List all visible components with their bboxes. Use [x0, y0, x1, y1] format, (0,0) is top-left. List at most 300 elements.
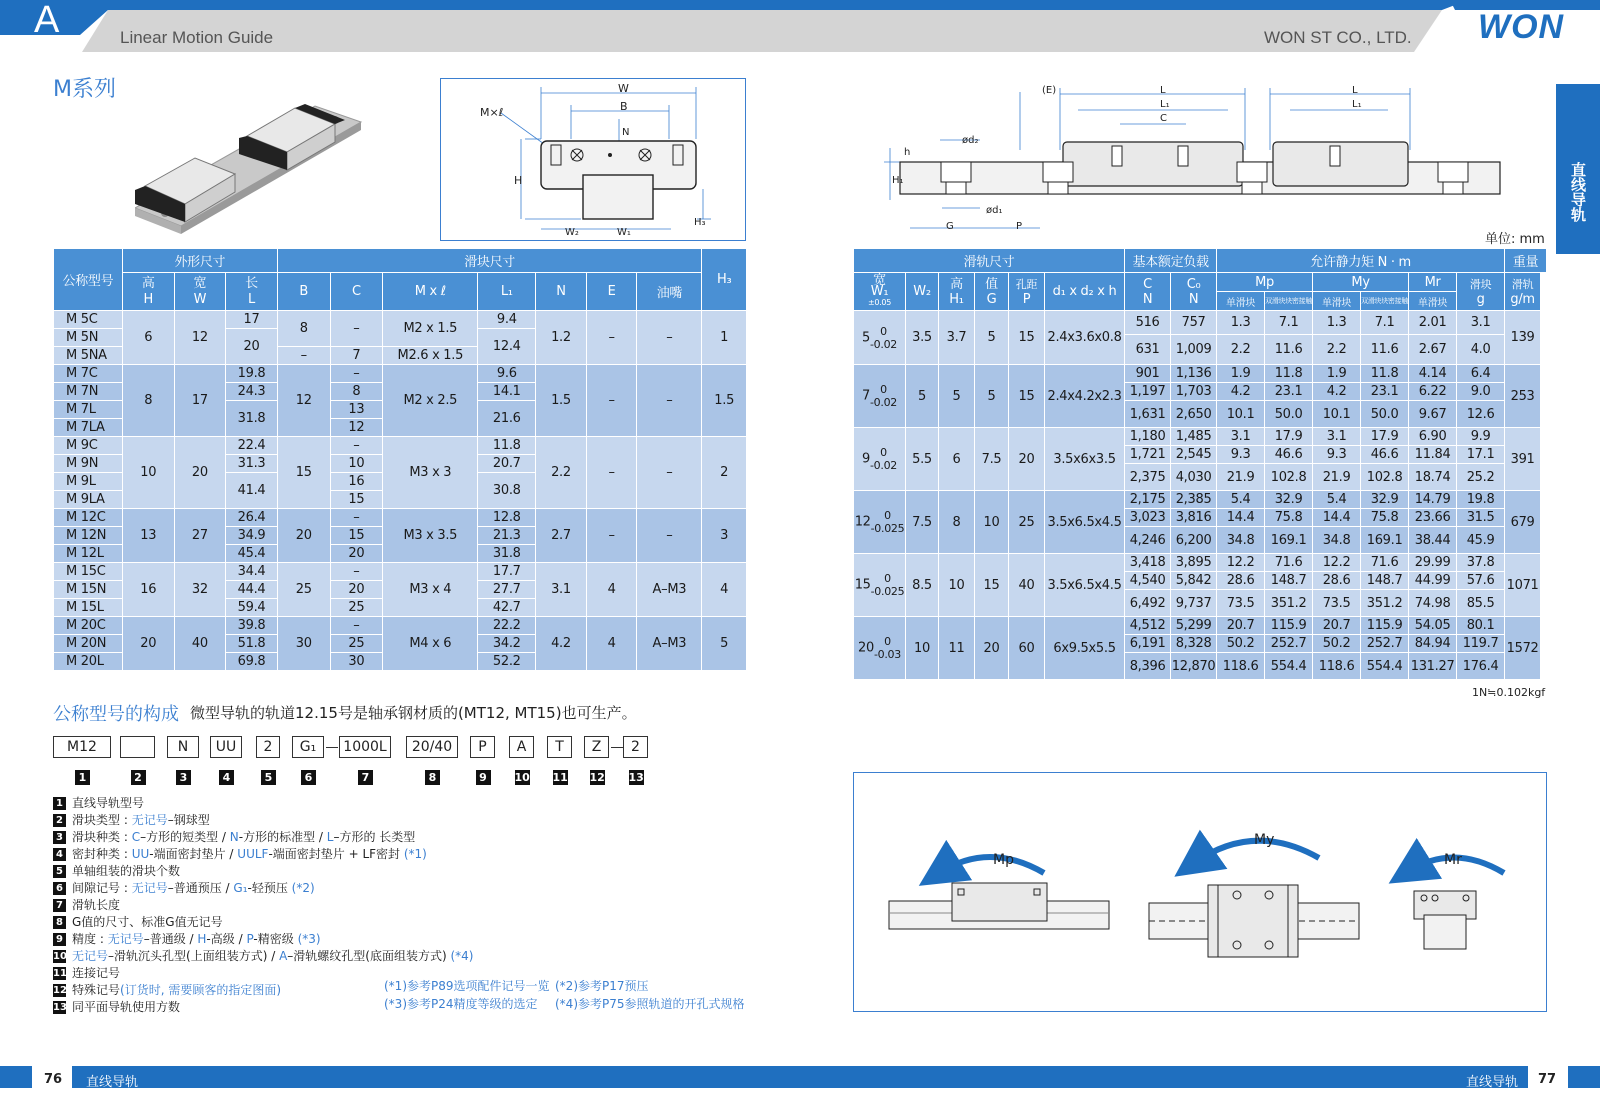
ref-2: (*2)参考P17预压 — [555, 979, 649, 993]
code-box — [120, 736, 155, 758]
th-Mr-single: 单滑块 — [1409, 292, 1457, 311]
C0-cell: 5,842 — [1171, 572, 1217, 590]
G-cell: 10 — [975, 491, 1009, 554]
block-weight-cell: 80.1 — [1457, 617, 1505, 635]
C-cell: 6,492 — [1125, 590, 1171, 617]
G-cell: 5 — [975, 365, 1009, 428]
My-double-cell: 7.1 — [1361, 311, 1409, 335]
C-cell: 1,197 — [1125, 383, 1171, 401]
W1-value: 9 — [862, 451, 870, 467]
th-d: d₁ x d₂ x h — [1045, 273, 1125, 311]
dim-W2: W₂ — [565, 227, 579, 238]
rdim-E: (E) — [1042, 85, 1057, 96]
block-weight-cell: 37.8 — [1457, 554, 1505, 572]
L1-cell: 9.6 — [478, 365, 536, 383]
d-cell: 3.5x6x3.5 — [1045, 428, 1125, 491]
C-cell: 12 — [330, 419, 383, 437]
H1-cell: 10 — [939, 554, 975, 617]
My-single-cell: 34.8 — [1313, 527, 1361, 554]
Mr-cell: 6.90 — [1409, 428, 1457, 446]
Mr-cell: 11.84 — [1409, 446, 1457, 464]
d-cell: 2.4x3.6x0.8 — [1045, 311, 1125, 365]
My-double-cell: 32.9 — [1361, 491, 1409, 509]
d-cell: 3.5x6.5x4.5 — [1045, 491, 1125, 554]
H1-cell: 3.7 — [939, 311, 975, 365]
legend-item — [53, 795, 144, 812]
C0-cell: 12,870 — [1171, 653, 1217, 680]
Mp-single-cell: 9.3 — [1217, 446, 1265, 464]
W1-tolerance: 0 -0.02 — [870, 446, 897, 472]
H-cell: 20 — [122, 617, 174, 671]
P-cell: 20 — [1009, 428, 1045, 491]
legend-number: 13 — [53, 1002, 67, 1013]
C0-cell: 2,545 — [1171, 446, 1217, 464]
legend-item — [53, 965, 120, 982]
legend-number: 12 — [53, 985, 67, 996]
legend-text: 无记号 — [131, 813, 168, 827]
L-cell: 44.4 — [226, 581, 278, 599]
C-cell: 10 — [330, 455, 383, 473]
Mp-double-cell: 351.2 — [1265, 590, 1313, 617]
Mp-double-cell: 148.7 — [1265, 572, 1313, 590]
L-cell: 19.8 — [226, 365, 278, 383]
Mr-cell: 2.67 — [1409, 335, 1457, 365]
legend-text: –方形的短类型 / — [140, 830, 230, 844]
legend-text: -端面密封垫片 + LF密封 — [268, 847, 404, 861]
legend-text: H — [197, 932, 207, 946]
Mp-single-cell: 5.4 — [1217, 491, 1265, 509]
H-cell: 6 — [122, 311, 174, 365]
legend-number: 2 — [53, 814, 66, 827]
L-cell: 17 — [226, 311, 278, 329]
model-cell: M 9N — [54, 455, 123, 473]
Mr-cell: 14.79 — [1409, 491, 1457, 509]
H-cell: 16 — [122, 563, 174, 617]
th-L: 长 L — [226, 273, 278, 311]
th-W2: W₂ — [906, 273, 939, 311]
block-weight-cell: 9.9 — [1457, 428, 1505, 446]
Mp-double-cell: 32.9 — [1265, 491, 1313, 509]
C-cell: 15 — [330, 527, 383, 545]
th-L1: L₁ — [478, 273, 536, 311]
th-outer: 外形尺寸 — [122, 249, 277, 273]
oil-cell: A–M3 — [637, 563, 702, 617]
th-rail: 滑轨尺寸 — [854, 249, 1125, 273]
L-cell: 20 — [226, 329, 278, 365]
C-cell: 631 — [1125, 335, 1171, 365]
My-double-cell: 11.8 — [1361, 365, 1409, 383]
legend-text: –滑轨螺纹孔型(底面组装方式) — [287, 949, 451, 963]
label-Mp: Mp — [993, 852, 1014, 868]
C-cell: 13 — [330, 401, 383, 419]
model-cell: M 7N — [54, 383, 123, 401]
My-double-cell: 169.1 — [1361, 527, 1409, 554]
code-box: N — [167, 736, 199, 758]
L-cell: 51.8 — [226, 635, 278, 653]
legend-item — [53, 863, 180, 880]
Mp-double-cell: 11.8 — [1265, 365, 1313, 383]
legend-text: UU — [131, 847, 150, 861]
legend-text: N — [229, 830, 239, 844]
code-number: 3 — [176, 770, 191, 785]
L-cell: 34.4 — [226, 563, 278, 581]
legend-text: 间隙记号 : — [72, 881, 132, 895]
C0-cell: 9,737 — [1171, 590, 1217, 617]
My-single-cell: 14.4 — [1313, 509, 1361, 527]
rdim-d1: ød₁ — [986, 205, 1003, 216]
block-weight-cell: 17.1 — [1457, 446, 1505, 464]
legend-text: -轻预压 — [247, 881, 292, 895]
th-My: My — [1313, 273, 1409, 292]
legend-text: –普通预压 / — [167, 881, 234, 895]
legend-item — [53, 880, 315, 897]
Mp-double-cell: 71.6 — [1265, 554, 1313, 572]
My-double-cell: 11.6 — [1361, 335, 1409, 365]
th-My-single: 单滑块 — [1313, 292, 1361, 311]
code-number: 8 — [425, 770, 440, 785]
th-Mr: Mr — [1409, 273, 1457, 292]
code-box: T — [547, 736, 572, 758]
My-single-cell: 28.6 — [1313, 572, 1361, 590]
legend-item — [53, 812, 210, 829]
C-cell: 4,246 — [1125, 527, 1171, 554]
Mr-cell: 74.98 — [1409, 590, 1457, 617]
legend-item — [53, 829, 415, 846]
H3-cell: 1 — [702, 311, 747, 365]
rail-weight-cell: 253 — [1505, 365, 1541, 428]
Mp-double-cell: 17.9 — [1265, 428, 1313, 446]
My-single-cell: 2.2 — [1313, 335, 1361, 365]
block-weight-cell: 176.4 — [1457, 653, 1505, 680]
H1-cell: 8 — [939, 491, 975, 554]
C0-cell: 1,703 — [1171, 383, 1217, 401]
C-cell: 1,180 — [1125, 428, 1171, 446]
page-number-right: 77 — [1538, 1072, 1557, 1087]
W1-value: 20 — [858, 640, 874, 656]
right-spec-table — [853, 248, 1547, 680]
E-cell: – — [586, 311, 637, 365]
model-cell: M 5NA — [54, 347, 123, 365]
My-single-cell: 50.2 — [1313, 635, 1361, 653]
L1-cell: 21.3 — [478, 527, 536, 545]
legend-text: 滑块类型 : — [72, 813, 132, 827]
legend-text: (订货时, 需要顾客的指定图面) — [120, 983, 282, 997]
code-box: 2 — [623, 736, 648, 758]
C0-cell: 2,650 — [1171, 401, 1217, 428]
C-cell: 6,191 — [1125, 635, 1171, 653]
d-cell: 2.4x4.2x2.3 — [1045, 365, 1125, 428]
H-cell: 10 — [122, 437, 174, 509]
C0-cell: 1,009 — [1171, 335, 1217, 365]
model-cell: M 5C — [54, 311, 123, 329]
code-number: 10 — [514, 771, 530, 784]
C0-cell: 757 — [1171, 311, 1217, 335]
W1-cell — [854, 617, 906, 680]
th-P: 孔距 P — [1009, 273, 1045, 311]
th-rail-wt: 滑轨 g/m — [1505, 273, 1541, 311]
rdim-L-a: L — [1160, 85, 1166, 96]
Mr-cell: 4.14 — [1409, 365, 1457, 383]
th-Mp-double: 双滑块块密接触 — [1265, 292, 1313, 311]
code-number: 5 — [261, 770, 276, 785]
rail-weight-cell: 1572 — [1505, 617, 1541, 680]
W-cell: 32 — [174, 563, 226, 617]
L1-cell: 9.4 — [478, 311, 536, 329]
W2-cell: 5 — [906, 365, 939, 428]
Mp-single-cell: 28.6 — [1217, 572, 1265, 590]
H1-cell: 5 — [939, 365, 975, 428]
legend-number: 11 — [53, 968, 67, 979]
L1-cell: 27.7 — [478, 581, 536, 599]
block-weight-cell: 45.9 — [1457, 527, 1505, 554]
My-single-cell: 10.1 — [1313, 401, 1361, 428]
W-cell: 20 — [174, 437, 226, 509]
th-model: 公称型号 — [54, 249, 123, 311]
legend-number: 4 — [53, 848, 66, 861]
L-cell: 69.8 — [226, 653, 278, 671]
Mp-double-cell: 46.6 — [1265, 446, 1313, 464]
rail-side-drawing — [880, 80, 1520, 235]
dim-W1: W₁ — [617, 227, 631, 238]
W1-tolerance: 0 -0.03 — [873, 635, 901, 661]
label-Mr: Mr — [1444, 852, 1462, 868]
L-cell: 31.8 — [226, 401, 278, 437]
legend-number: 9 — [53, 933, 66, 946]
header-title: Linear Motion Guide — [120, 28, 274, 47]
C-cell: 1,721 — [1125, 446, 1171, 464]
model-cell: M 20L — [54, 653, 123, 671]
N-cell: 1.5 — [536, 365, 587, 437]
code-box: 20/40 — [406, 736, 458, 758]
My-single-cell: 20.7 — [1313, 617, 1361, 635]
model-cell: M 9L — [54, 473, 123, 491]
legend-text: G值的尺寸、标准G值无记号 — [72, 915, 223, 929]
th-H1: 高 H₁ — [939, 273, 975, 311]
legend-item — [53, 931, 321, 948]
C-cell: 25 — [330, 635, 383, 653]
code-box: P — [470, 736, 495, 758]
block-weight-cell: 119.7 — [1457, 635, 1505, 653]
Ml-cell: M3 x 3.5 — [383, 509, 478, 563]
L1-cell: 22.2 — [478, 617, 536, 635]
My-single-cell: 3.1 — [1313, 428, 1361, 446]
code-box: UU — [210, 736, 242, 758]
Mr-cell: 54.05 — [1409, 617, 1457, 635]
W2-cell: 3.5 — [906, 311, 939, 365]
W1-tolerance: 0 -0.025 — [870, 509, 905, 535]
Mr-cell: 44.99 — [1409, 572, 1457, 590]
Mp-single-cell: 34.8 — [1217, 527, 1265, 554]
L-cell: 41.4 — [226, 473, 278, 509]
C-cell: 20 — [330, 545, 383, 563]
L1-cell: 12.4 — [478, 329, 536, 365]
side-tab[interactable]: 直线导轨 — [1556, 84, 1600, 254]
model-cell: M 7LA — [54, 419, 123, 437]
L-cell: 39.8 — [226, 617, 278, 635]
code-dash — [326, 747, 338, 748]
oil-cell: A–M3 — [637, 617, 702, 671]
C-cell: 2,175 — [1125, 491, 1171, 509]
legend-text: 直线导轨型号 — [72, 796, 145, 810]
rdim-C: C — [1160, 113, 1167, 124]
th-C: C — [330, 273, 383, 311]
C-cell: – — [330, 617, 383, 635]
composition-title: 公称型号的构成 — [53, 704, 179, 725]
Mp-double-cell: 50.0 — [1265, 401, 1313, 428]
block-weight-cell: 4.0 — [1457, 335, 1505, 365]
code-number: 11 — [552, 771, 568, 784]
H3-cell: 1.5 — [702, 365, 747, 437]
W2-cell: 7.5 — [906, 491, 939, 554]
Mp-double-cell: 252.7 — [1265, 635, 1313, 653]
model-cell: M 7L — [54, 401, 123, 419]
C-cell: 4,540 — [1125, 572, 1171, 590]
block-weight-cell: 57.6 — [1457, 572, 1505, 590]
legend-text: –普通级 / — [143, 932, 198, 946]
G-cell: 20 — [975, 617, 1009, 680]
H1-cell: 11 — [939, 617, 975, 680]
block-weight-cell: 12.6 — [1457, 401, 1505, 428]
My-double-cell: 17.9 — [1361, 428, 1409, 446]
legend-text: (*3) — [297, 932, 321, 946]
Mr-cell: 6.22 — [1409, 383, 1457, 401]
My-double-cell: 554.4 — [1361, 653, 1409, 680]
B-cell: 30 — [277, 617, 330, 671]
th-load: 基本额定负载 — [1125, 249, 1217, 273]
model-cell: M 7C — [54, 365, 123, 383]
legend-text: G₁ — [233, 881, 248, 895]
N-cell: 3.1 — [536, 563, 587, 617]
H-cell: 13 — [122, 509, 174, 563]
W2-cell: 8.5 — [906, 554, 939, 617]
legend-text: A — [279, 949, 288, 963]
L-cell: 22.4 — [226, 437, 278, 455]
Mr-cell: 38.44 — [1409, 527, 1457, 554]
rdim-L1-b: L₁ — [1352, 99, 1362, 110]
Mp-double-cell: 7.1 — [1265, 311, 1313, 335]
W1-cell — [854, 365, 906, 428]
code-number: 12 — [589, 771, 605, 784]
model-cell: M 15L — [54, 599, 123, 617]
C-cell: 30 — [330, 653, 383, 671]
legend-text: UULF — [237, 847, 269, 861]
dim-B: B — [620, 100, 628, 113]
Mr-cell: 18.74 — [1409, 464, 1457, 491]
E-cell: 4 — [586, 617, 637, 671]
code-number: 2 — [131, 770, 146, 785]
page-number-left: 76 — [44, 1072, 63, 1087]
C0-cell: 6,200 — [1171, 527, 1217, 554]
block-weight-cell: 25.2 — [1457, 464, 1505, 491]
code-dash — [611, 747, 623, 748]
C0-cell: 3,816 — [1171, 509, 1217, 527]
C-cell: 2,375 — [1125, 464, 1171, 491]
W-cell: 27 — [174, 509, 226, 563]
legend-number: 6 — [53, 882, 66, 895]
W-cell: 17 — [174, 365, 226, 437]
My-double-cell: 148.7 — [1361, 572, 1409, 590]
series-title: M系列 — [53, 77, 116, 102]
C-cell: 25 — [330, 599, 383, 617]
Mp-single-cell: 14.4 — [1217, 509, 1265, 527]
C-cell: – — [330, 509, 383, 527]
model-cell: M 15N — [54, 581, 123, 599]
Ml-cell: M3 x 4 — [383, 563, 478, 617]
W-cell: 40 — [174, 617, 226, 671]
C-cell: 516 — [1125, 311, 1171, 335]
My-double-cell: 71.6 — [1361, 554, 1409, 572]
Mp-double-cell: 23.1 — [1265, 383, 1313, 401]
model-cell: M 9LA — [54, 491, 123, 509]
th-Mp-single: 单滑块 — [1217, 292, 1265, 311]
model-cell: M 20C — [54, 617, 123, 635]
oil-cell: – — [637, 437, 702, 509]
W1-tolerance: 0 -0.02 — [870, 383, 897, 409]
rdim-G: G — [946, 221, 954, 232]
My-single-cell: 12.2 — [1313, 554, 1361, 572]
L-cell: 31.3 — [226, 455, 278, 473]
Mp-double-cell: 102.8 — [1265, 464, 1313, 491]
E-cell: – — [586, 365, 637, 437]
code-box: M12 — [53, 736, 111, 758]
C-cell: 1,631 — [1125, 401, 1171, 428]
C-cell: 3,023 — [1125, 509, 1171, 527]
N-cell: 1.2 — [536, 311, 587, 365]
d-cell: 3.5x6.5x4.5 — [1045, 554, 1125, 617]
Mr-cell: 29.99 — [1409, 554, 1457, 572]
E-cell: – — [586, 437, 637, 509]
dim-W: W — [618, 82, 629, 95]
W1-value: 7 — [862, 388, 870, 404]
block-weight-cell: 85.5 — [1457, 590, 1505, 617]
W1-tolerance: 0 -0.025 — [870, 572, 905, 598]
C0-cell: 1,485 — [1171, 428, 1217, 446]
C0-cell: 1,136 — [1171, 365, 1217, 383]
dim-H: H — [514, 174, 523, 187]
model-cell: M 15C — [54, 563, 123, 581]
legend-number: 5 — [53, 865, 66, 878]
My-single-cell: 73.5 — [1313, 590, 1361, 617]
Mp-double-cell: 554.4 — [1265, 653, 1313, 680]
block-weight-cell: 31.5 — [1457, 509, 1505, 527]
Mr-cell: 131.27 — [1409, 653, 1457, 680]
code-number: 13 — [628, 771, 644, 784]
Mr-cell: 9.67 — [1409, 401, 1457, 428]
C0-cell: 2,385 — [1171, 491, 1217, 509]
th-moment: 允许静力矩 N · m — [1217, 249, 1505, 273]
legend-text: 无记号 — [72, 949, 109, 963]
Mp-double-cell: 11.6 — [1265, 335, 1313, 365]
L1-cell: 20.7 — [478, 455, 536, 473]
legend-text: 精度 : — [72, 932, 108, 946]
product-image — [135, 96, 365, 236]
rdim-d2: ød₂ — [962, 135, 979, 146]
B-cell: 25 — [277, 563, 330, 617]
P-cell: 25 — [1009, 491, 1045, 554]
P-cell: 40 — [1009, 554, 1045, 617]
W1-cell — [854, 311, 906, 365]
legend-text: (*4) — [450, 949, 474, 963]
code-box: G₁ — [292, 736, 324, 758]
W2-cell: 5.5 — [906, 428, 939, 491]
dim-N: N — [622, 127, 630, 138]
C-cell: 16 — [330, 473, 383, 491]
dim-Ml: M×ℓ — [480, 106, 504, 119]
rdim-P: P — [1016, 221, 1023, 232]
Mr-cell: 23.66 — [1409, 509, 1457, 527]
th-G: 值 G — [975, 273, 1009, 311]
L1-cell: 17.7 — [478, 563, 536, 581]
